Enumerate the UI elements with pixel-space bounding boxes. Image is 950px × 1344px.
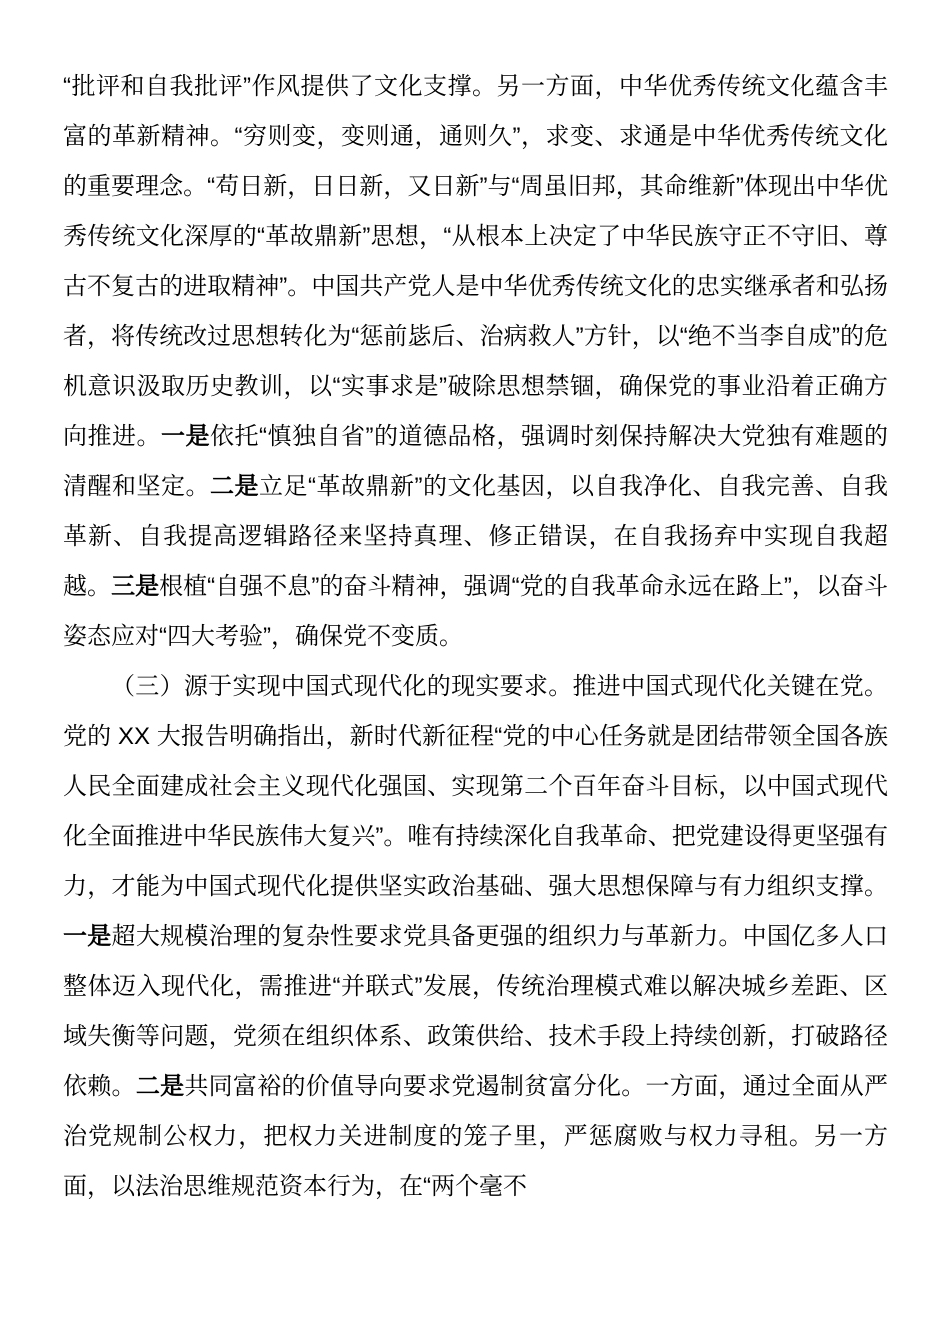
paragraph [63,62,888,662]
text-run: 超大规模治理的复杂性要求党具备更强的组织力与革新力。中国亿多人口整体迈入现代化，需推进“并联式”发展，传统治理模式难以解决城乡差距、区域失衡等问题，党须在组织体系、政策供给、技术手段上持续创新，打破路径依赖。 [63,923,888,1100]
bold-text-run: 一是 [63,923,112,950]
bold-text-run: 三是 [111,573,160,600]
text-run: 共同富裕的价值导向要求党遏制贫富分化。一方面，通过全面从严治党规制公权力，把权力关进制度的笼子里，严惩腐败与权力寻租。另一方面，以法治思维规范资本行为，在“两个毫不 [63,1073,889,1200]
text-run: 根植“自强不息”的奋斗精神，强调“党的自我革命永远在路上”，以奋斗姿态应对“四大考验”，确保党不变质。 [63,573,889,650]
bold-text-run: 二是 [210,473,260,500]
text-run: 依托“慎独自省”的道德品格，强调时刻保持解决大党独有难题的清醒和坚定。 [63,423,889,500]
text-run: 立足“革故鼎新”的文化基因，以自我净化、自我完善、自我革新、自我提高逻辑路径来坚持真理、修正错误，在自我扬弃中实现自我超越。 [63,473,889,600]
document-body [63,62,888,1212]
bold-text-run: 二是 [135,1073,185,1100]
text-run: “批评和自我批评”作风提供了文化支撑。另一方面，中华优秀传统文化蕴含丰富的革新精神。“穷则变，变则通，通则久”，求变、求通是中华优秀传统文化的重要理念。“苟日新，日日新，又日新”与“周虽旧邦，其命维新”体现出中华优秀传统文化深厚的“革故鼎新”思想，“从根本上决定了中华民族守正不守旧、尊古不复古的进取精神”。中国共产党人是中华优秀传统文化的忠实继承者和弘扬者，将传统改过思想转化为“惩前毖后、治病救人”方针，以“绝不当李自成”的危机意识汲取历史教训，以“实事求是”破除思想禁锢，确保党的事业沿着正确方向推进。 [63,73,888,450]
text-run: （三）源于实现中国式现代化的现实要求。推进中国式现代化关键在党。党的 XX 大报告明确指出，新时代新征程“党的中心任务就是团结带领全国各族人民全面建成社会主义现代化强国、实现第二个百年奋斗目标，以中国式现代化全面推进中华民族伟大复兴”。唯有持续深化自我革命、把党建设得更坚强有力，才能为中国式现代化提供坚实政治基础、强大思想保障与有力组织支撑。 [63,673,888,900]
bold-text-run: 一是 [161,423,211,450]
paragraph [63,662,888,1212]
